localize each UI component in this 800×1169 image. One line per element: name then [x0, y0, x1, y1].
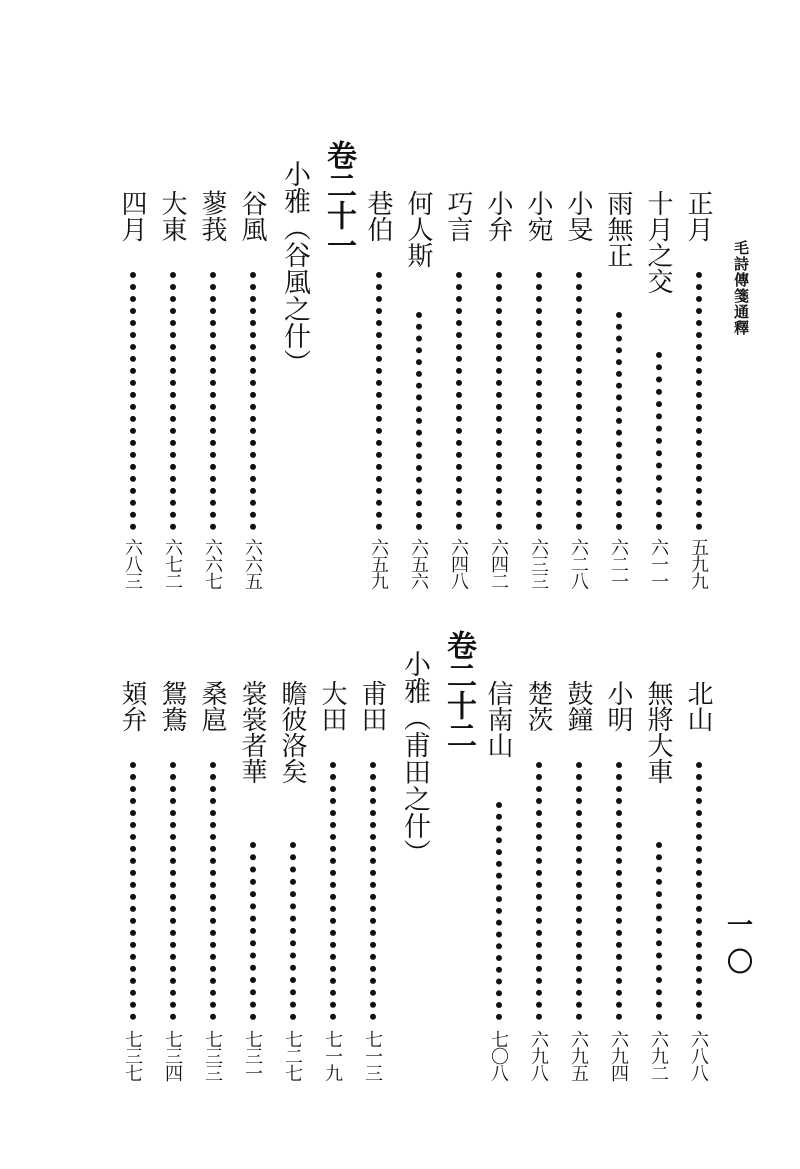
leader-dots [616, 762, 626, 1020]
toc-entry-page: 六九八 [528, 1030, 549, 1081]
toc-entry-page: 七三四 [162, 1030, 183, 1081]
toc-entry-page: 六九五 [568, 1030, 589, 1081]
toc-entry-page: 七三一 [242, 1030, 263, 1081]
leader-dots [696, 272, 706, 530]
leader-dots [696, 762, 706, 1020]
toc-entry-title: 大田 [317, 680, 347, 732]
toc-entry-page: 六二八 [568, 538, 589, 589]
leader-dots [210, 762, 220, 1020]
toc-entry-page: 六四八 [448, 538, 469, 589]
toc-entry-title: 巷伯 [363, 190, 393, 242]
leader-dots [496, 272, 506, 530]
leader-dots [130, 272, 140, 530]
leader-dots [250, 272, 260, 530]
leader-dots [536, 272, 546, 530]
toc-entry-page: 六八三 [122, 538, 143, 589]
toc-entry-title: 谷風 [237, 190, 267, 242]
leader-dots [130, 762, 140, 1020]
toc-entry-title: 裳裳者華 [237, 680, 267, 784]
toc-entry-page: 六八八 [688, 1030, 709, 1081]
toc-entry-title: 小旻 [563, 190, 593, 242]
toc-entry-title: 頍弁 [117, 680, 147, 732]
toc-entry-title: 鼓鐘 [563, 680, 593, 732]
leader-dots [250, 842, 260, 1020]
toc-entry-title: 四月 [117, 190, 147, 242]
leader-dots [210, 272, 220, 530]
leader-dots [536, 762, 546, 1020]
book-title: 毛詩傳箋通釋 [732, 240, 750, 336]
toc-entry-title: 小宛 [523, 190, 553, 242]
toc-entry-page: 六五九 [368, 538, 389, 589]
toc-entry-page: 七三七 [122, 1030, 143, 1081]
toc-entry-title: 甫田 [357, 680, 387, 732]
toc-entry-page: 七三三 [202, 1030, 223, 1081]
toc-entry-title: 雨無正 [603, 190, 633, 268]
juan-heading: 卷二十二 [441, 630, 476, 750]
leader-dots [656, 842, 666, 1020]
toc-entry-title: 鴛鴦 [157, 680, 187, 732]
toc-entry-title: 小弁 [483, 190, 513, 242]
toc-entry-page: 五九九 [688, 538, 709, 589]
leader-dots [376, 272, 386, 530]
toc-entry-page: 六二一 [608, 538, 629, 589]
toc-entry-page: 六一一 [648, 538, 669, 589]
toc-entry-page: 七一九 [322, 1030, 343, 1081]
toc-entry-title: 小明 [603, 680, 633, 732]
toc-entry-page: 七一三 [362, 1030, 383, 1081]
toc-entry-title: 大東 [157, 190, 187, 242]
section-heading: 小雅（甫田之什） [399, 650, 430, 866]
leader-dots [656, 352, 666, 530]
juan-heading: 卷二十一 [321, 140, 356, 260]
toc-entry-title: 楚茨 [523, 680, 553, 732]
toc-entry-title: 北山 [683, 680, 713, 732]
toc-entry-page: 七二七 [282, 1030, 303, 1081]
leader-dots [456, 272, 466, 530]
toc-entry-page: 六七二 [162, 538, 183, 589]
toc-entry-title: 桑扈 [197, 680, 227, 732]
toc-entry-page: 六九二 [648, 1030, 669, 1081]
toc-entry-title: 無將大車 [643, 680, 673, 784]
toc-entry-page: 六三三 [528, 538, 549, 589]
leader-dots [170, 762, 180, 1020]
toc-entry-title: 正月 [683, 190, 713, 242]
page-number: 一〇 [726, 911, 753, 978]
leader-dots [416, 312, 426, 530]
toc-entry-page: 六九四 [608, 1030, 629, 1081]
leader-dots [576, 762, 586, 1020]
toc-entry-page: 六六五 [242, 538, 263, 589]
toc-entry-title: 巧言 [443, 190, 473, 242]
leader-dots [330, 762, 340, 1020]
leader-dots [496, 802, 506, 1020]
toc-entry-title: 蓼莪 [197, 190, 227, 242]
toc-entry-page: 六四二 [488, 538, 509, 589]
toc-entry-title: 信南山 [483, 680, 513, 758]
toc-entry-page: 六五六 [408, 538, 429, 589]
section-heading: 小雅（谷風之什） [279, 160, 310, 376]
toc-entry-title: 瞻彼洛矣 [277, 680, 307, 784]
toc-entry-page: 七〇八 [488, 1030, 509, 1081]
toc-entry-page: 六六七 [202, 538, 223, 589]
toc-entry-title: 何人斯 [403, 190, 433, 268]
leader-dots [616, 312, 626, 530]
leader-dots [290, 842, 300, 1020]
leader-dots [370, 762, 380, 1020]
leader-dots [170, 272, 180, 530]
toc-entry-title: 十月之交 [643, 190, 673, 294]
leader-dots [576, 272, 586, 530]
